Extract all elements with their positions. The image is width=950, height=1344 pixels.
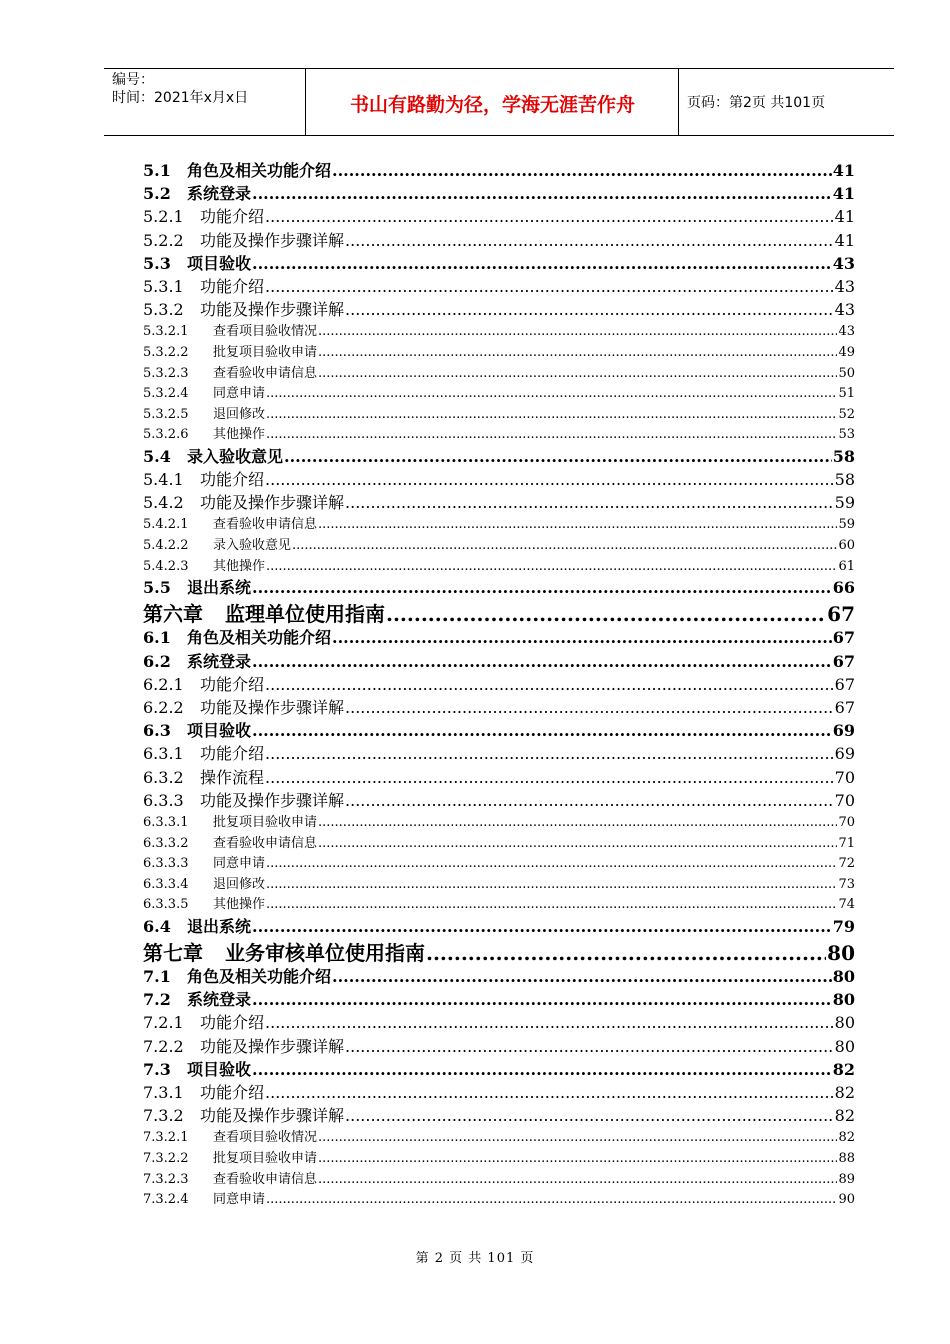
toc-dot-leader	[252, 578, 832, 597]
toc-dot-leader	[426, 941, 826, 965]
toc-entry-number: 5.2.1	[143, 207, 184, 227]
toc-entry[interactable]	[143, 228, 855, 251]
toc-entry-number: 7.3.1	[143, 1083, 184, 1102]
toc-dot-leader	[332, 967, 832, 986]
toc-entry[interactable]	[143, 1010, 855, 1033]
toc-entry[interactable]	[143, 341, 855, 362]
toc-entry[interactable]	[143, 625, 855, 648]
toc-entry-title: 监理单位使用指南	[225, 602, 385, 627]
toc-entry-number: 5.5	[143, 578, 171, 598]
toc-dot-leader	[265, 744, 834, 763]
toc-entry[interactable]	[143, 575, 855, 598]
toc-entry-title: 其他操作	[213, 427, 266, 443]
toc-dot-leader	[265, 1083, 834, 1102]
toc-entry[interactable]	[143, 695, 855, 718]
toc-entry-number: 7.3.2	[143, 1106, 184, 1126]
toc-entry-number: 7.1	[143, 967, 171, 987]
toc-entry-page: 41	[834, 207, 855, 227]
toc-entry-number: 6.3.3.3	[143, 856, 189, 872]
toc-entry-number: 7.2	[143, 990, 171, 1010]
toc-entry-number: 5.3	[143, 253, 171, 273]
toc-entry-title: 同意申请	[213, 386, 266, 402]
toc-dot-leader	[266, 1192, 837, 1207]
header-motto: 书山有路勤为径，学海无涯苦作舟	[349, 94, 635, 116]
toc-entry-title: 查看验收申请信息	[213, 517, 318, 533]
toc-entry-page: 67	[834, 674, 855, 694]
toc-entry-page: 51	[838, 386, 855, 402]
toc-entry[interactable]	[143, 555, 855, 576]
toc-entry[interactable]	[143, 274, 855, 297]
toc-entry-page: 80	[834, 1013, 855, 1033]
toc-entry-number: 6.3.3.2	[143, 835, 189, 851]
toc-entry-page: 82	[838, 1130, 855, 1146]
toc-entry-title: 查看验收申请信息	[213, 835, 318, 851]
toc-entry-page: 90	[838, 1192, 855, 1208]
document-time: 时间：2021年x月x日	[112, 90, 249, 106]
toc-entry-page: 74	[838, 897, 855, 913]
toc-dot-leader	[345, 1037, 834, 1056]
toc-entry-number: 5.4.2.3	[143, 558, 189, 574]
toc-entry[interactable]	[143, 403, 855, 424]
toc-entry-page: 41	[832, 184, 855, 204]
toc-dot-leader	[266, 427, 837, 442]
toc-entry-title: 查看验收申请信息	[213, 365, 318, 381]
toc-entry-page: 67	[832, 628, 855, 648]
toc-entry-number: 6.2	[143, 651, 171, 671]
toc-entry-page: 73	[838, 876, 855, 892]
toc-entry-title: 退回修改	[213, 876, 266, 892]
toc-dot-leader	[265, 1013, 834, 1032]
toc-entry-number: 5.1	[143, 161, 171, 180]
header-meta	[112, 71, 248, 107]
toc-entry-title: 查看项目验收情况	[213, 1130, 318, 1146]
toc-entry-title: 功能介绍	[200, 470, 265, 490]
toc-entry-title: 角色及相关功能介绍	[187, 161, 332, 180]
toc-entry-page: 43	[838, 324, 855, 340]
toc-entry-title: 同意申请	[213, 856, 266, 872]
toc-entry-title: 系统登录	[187, 184, 252, 204]
toc-entry[interactable]	[143, 1147, 855, 1168]
toc-entry-page: 58	[832, 446, 855, 466]
toc-entry-page: 50	[838, 365, 855, 381]
toc-entry[interactable]	[143, 1188, 855, 1209]
toc-entry[interactable]	[143, 741, 855, 764]
toc-entry-title: 功能介绍	[200, 674, 265, 694]
toc-entry-page: 43	[832, 253, 855, 273]
toc-entry-title: 批复项目验收申请	[213, 344, 318, 360]
toc-entry-page: 52	[838, 406, 855, 422]
toc-entry-page: 59	[834, 493, 855, 513]
toc-entry-page: 70	[834, 767, 855, 787]
toc-entry-title: 录入验收意见	[187, 446, 284, 466]
toc-entry[interactable]	[143, 1057, 855, 1080]
toc-entry[interactable]	[143, 1034, 855, 1057]
toc-entry[interactable]	[143, 158, 855, 181]
toc-entry[interactable]	[143, 852, 855, 873]
toc-dot-leader	[318, 345, 837, 360]
toc-entry-number: 6.2.2	[143, 697, 184, 717]
toc-entry-number: 5.3.2.1	[143, 324, 189, 340]
toc-entry-page: 72	[838, 856, 855, 872]
toc-dot-leader	[386, 602, 826, 626]
toc-entry-number: 6.3.1	[143, 744, 184, 764]
toc-entry-title: 退出系统	[187, 916, 252, 936]
toc-entry-number: 5.3.2.4	[143, 386, 189, 402]
toc-dot-leader	[345, 231, 834, 250]
toc-entry-page: 60	[838, 538, 855, 554]
toc-entry-page: 82	[834, 1106, 855, 1126]
toc-entry[interactable]	[143, 964, 855, 987]
toc-entry-number: 7.3.2.4	[143, 1192, 189, 1208]
toc-entry-title: 项目验收	[187, 253, 252, 273]
toc-entry-title: 退回修改	[213, 406, 266, 422]
toc-entry-number: 6.4	[143, 916, 171, 936]
toc-dot-leader	[266, 856, 837, 871]
toc-dot-leader	[266, 386, 837, 401]
toc-entry-page: 66	[832, 578, 855, 598]
toc-entry-number: 6.3.3.5	[143, 897, 189, 913]
toc-dot-leader	[266, 407, 837, 422]
toc-dot-leader	[265, 768, 834, 787]
toc-entry-title: 功能介绍	[200, 207, 265, 227]
toc-entry-number: 6.1	[143, 628, 171, 648]
toc-entry-title: 录入验收意见	[213, 538, 292, 554]
toc-entry[interactable]	[143, 382, 855, 403]
toc-entry[interactable]	[143, 598, 855, 625]
toc-entry-number: 5.2.2	[143, 230, 184, 250]
header-bottom-rule	[104, 135, 894, 136]
toc-dot-leader	[252, 184, 832, 203]
toc-entry[interactable]	[143, 1103, 855, 1126]
toc-entry-number: 7.3.2.2	[143, 1150, 189, 1166]
toc-entry[interactable]	[143, 765, 855, 788]
toc-entry-page: 89	[838, 1171, 855, 1187]
toc-entry[interactable]	[143, 204, 855, 227]
toc-entry[interactable]	[143, 873, 855, 894]
toc-entry-title: 功能介绍	[200, 1013, 265, 1033]
toc-dot-leader	[252, 1060, 832, 1079]
toc-entry-page: 69	[834, 744, 855, 764]
toc-entry-number: 7.3.2.1	[143, 1130, 189, 1146]
toc-entry-page: 69	[832, 721, 855, 741]
toc-entry-page: 41	[834, 230, 855, 250]
toc-entry[interactable]	[143, 832, 855, 853]
toc-entry-page: 43	[834, 300, 855, 320]
toc-entry[interactable]	[143, 672, 855, 695]
toc-entry-title: 角色及相关功能介绍	[187, 628, 332, 648]
toc-entry-page: 82	[834, 1083, 855, 1102]
toc-entry-number: 5.3.2.6	[143, 427, 189, 443]
toc-dot-leader	[252, 990, 832, 1009]
toc-entry-title: 查看验收申请信息	[213, 1171, 318, 1187]
toc-entry-page: 70	[834, 790, 855, 810]
toc-entry-page: 58	[834, 470, 855, 490]
toc-dot-leader	[318, 1172, 837, 1187]
toc-dot-leader	[266, 559, 837, 574]
toc-entry[interactable]	[143, 534, 855, 555]
toc-entry-number: 7.3.2.3	[143, 1171, 189, 1187]
toc-entry-page: 67	[832, 651, 855, 671]
toc-entry-title: 业务审核单位使用指南	[225, 941, 425, 966]
page-footer: 第 2 页 共 101 页	[415, 1251, 535, 1266]
toc-entry-page: 67	[827, 602, 855, 627]
toc-dot-leader	[332, 161, 832, 180]
toc-dot-leader	[284, 447, 832, 466]
toc-entry-number: 6.3.3	[143, 790, 184, 810]
toc-entry[interactable]	[143, 893, 855, 914]
toc-entry-title: 系统登录	[187, 651, 252, 671]
toc-entry-title: 功能介绍	[200, 276, 265, 296]
toc-entry-title: 退出系统	[187, 578, 252, 598]
toc-entry-number: 5.3.1	[143, 276, 184, 296]
toc-dot-leader	[292, 538, 837, 553]
toc-entry[interactable]	[143, 937, 855, 964]
toc-entry-number: 7.3	[143, 1059, 171, 1079]
toc-entry-title: 功能及操作步骤详解	[200, 493, 345, 513]
toc-entry-page: 80	[832, 990, 855, 1010]
toc-entry-number: 5.3.2.5	[143, 406, 189, 422]
toc-entry-page: 41	[832, 161, 855, 180]
toc-dot-leader	[345, 791, 834, 810]
toc-entry-title: 查看项目验收情况	[213, 324, 318, 340]
toc-entry-number: 第六章	[143, 602, 203, 627]
header-page-code: 页码：第2页 共101页	[687, 95, 826, 111]
toc-dot-leader	[265, 277, 834, 296]
toc-entry[interactable]	[143, 649, 855, 672]
toc-entry[interactable]	[143, 788, 855, 811]
document-number-label: 编号：	[112, 72, 154, 88]
toc-entry-page: 80	[834, 1036, 855, 1056]
toc-entry-number: 7.2.1	[143, 1013, 184, 1033]
toc-entry-page: 61	[838, 558, 855, 574]
toc-entry-number: 5.4	[143, 446, 171, 466]
toc-entry-number: 5.3.2.3	[143, 365, 189, 381]
toc-entry-title: 功能及操作步骤详解	[200, 300, 345, 320]
toc-entry[interactable]	[143, 181, 855, 204]
page-header	[104, 68, 894, 136]
toc-dot-leader	[252, 917, 832, 936]
toc-dot-leader	[265, 470, 834, 489]
toc-entry-number: 6.3	[143, 721, 171, 741]
toc-dot-leader	[266, 897, 837, 912]
toc-dot-leader	[318, 1130, 837, 1145]
toc-dot-leader	[318, 324, 837, 339]
toc-dot-leader	[252, 652, 832, 671]
toc-entry[interactable]	[143, 297, 855, 320]
toc-entry-page: 79	[832, 916, 855, 936]
toc-dot-leader	[252, 721, 832, 740]
toc-dot-leader	[265, 207, 834, 226]
toc-dot-leader	[318, 517, 837, 532]
toc-entry-title: 批复项目验收申请	[213, 1150, 318, 1166]
toc-entry-title: 同意申请	[213, 1192, 266, 1208]
toc-dot-leader	[345, 698, 834, 717]
toc-entry-title: 角色及相关功能介绍	[187, 967, 332, 987]
toc-entry-title: 功能及操作步骤详解	[200, 697, 345, 717]
toc-dot-leader	[318, 1151, 837, 1166]
toc-entry-number: 5.4.2.2	[143, 538, 189, 554]
toc-entry[interactable]	[143, 513, 855, 534]
toc-entry-title: 功能及操作步骤详解	[200, 1106, 345, 1126]
toc-entry-title: 功能介绍	[200, 1083, 265, 1102]
toc-dot-leader	[318, 366, 837, 381]
toc-entry-number: 5.2	[143, 184, 171, 204]
toc-dot-leader	[318, 836, 837, 851]
toc-entry-title: 操作流程	[200, 767, 265, 787]
toc-dot-leader	[345, 300, 834, 319]
toc-entry-title: 功能及操作步骤详解	[200, 1036, 345, 1056]
toc-dot-leader	[252, 254, 832, 273]
toc-dot-leader	[266, 877, 837, 892]
toc-entry[interactable]	[143, 423, 855, 444]
toc-entry-page: 88	[838, 1150, 855, 1166]
toc-entry[interactable]	[143, 1126, 855, 1147]
toc-entry-page: 67	[834, 697, 855, 717]
toc-entry[interactable]	[143, 251, 855, 274]
toc-dot-leader	[332, 628, 832, 647]
toc-entry-number: 5.4.2.1	[143, 517, 189, 533]
toc-entry-title: 系统登录	[187, 990, 252, 1010]
toc-entry[interactable]	[143, 320, 855, 341]
toc-entry[interactable]	[143, 718, 855, 741]
toc-entry-number: 6.2.1	[143, 674, 184, 694]
toc-entry[interactable]	[143, 914, 855, 937]
toc-entry-number: 第七章	[143, 941, 203, 966]
toc-entry-title: 功能介绍	[200, 744, 265, 764]
toc-entry-number: 5.3.2	[143, 300, 184, 320]
toc-entry-page: 43	[834, 276, 855, 296]
toc-entry-number: 5.3.2.2	[143, 344, 189, 360]
toc-entry-number: 5.4.2	[143, 493, 184, 513]
toc-dot-leader	[345, 1106, 834, 1125]
toc-entry-page: 53	[838, 427, 855, 443]
toc-entry-page: 80	[827, 941, 855, 966]
toc-entry[interactable]	[143, 1168, 855, 1189]
toc-entry-number: 7.2.2	[143, 1036, 184, 1056]
toc-entry[interactable]	[143, 811, 855, 832]
toc-entry[interactable]	[143, 362, 855, 383]
toc-entry[interactable]	[143, 444, 855, 467]
toc-entry[interactable]	[143, 490, 855, 513]
toc-entry-page: 80	[832, 967, 855, 987]
toc-dot-leader	[265, 675, 834, 694]
toc-entry-number: 6.3.3.4	[143, 876, 189, 892]
toc-entry-title: 其他操作	[213, 897, 266, 913]
toc-entry[interactable]	[143, 467, 855, 490]
toc-dot-leader	[318, 815, 837, 830]
toc-entry-title: 功能及操作步骤详解	[200, 790, 345, 810]
toc-entry-page: 49	[838, 344, 855, 360]
toc-entry-title: 功能及操作步骤详解	[200, 230, 345, 250]
toc-entry-page: 59	[838, 517, 855, 533]
toc-entry-page: 82	[832, 1059, 855, 1079]
toc-entry-page: 70	[838, 814, 855, 830]
table-of-contents	[143, 158, 855, 1209]
toc-entry-title: 批复项目验收申请	[213, 814, 318, 830]
header-top-rule	[104, 68, 894, 69]
toc-entry-page: 71	[838, 835, 855, 851]
toc-entry-number: 6.3.2	[143, 767, 184, 787]
toc-entry-title: 其他操作	[213, 558, 266, 574]
toc-entry-number: 5.4.1	[143, 470, 184, 490]
toc-entry-title: 项目验收	[187, 1059, 252, 1079]
toc-entry[interactable]	[143, 987, 855, 1010]
toc-entry-number: 6.3.3.1	[143, 814, 189, 830]
toc-dot-leader	[345, 493, 834, 512]
toc-entry-title: 项目验收	[187, 721, 252, 741]
toc-entry[interactable]	[143, 1080, 855, 1103]
